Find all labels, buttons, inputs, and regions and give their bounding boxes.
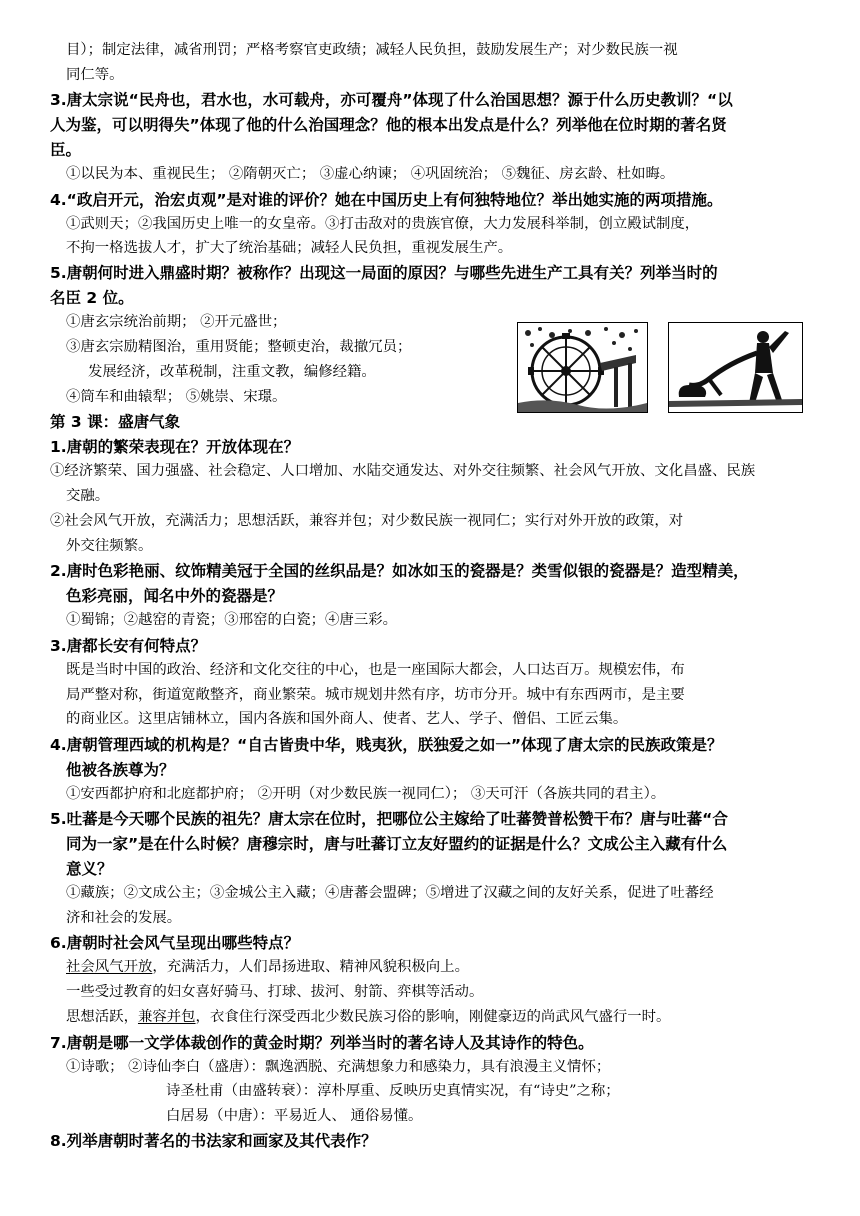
answer-line [66,339,411,356]
text-segment: 第 3 课：盛唐气象 [50,413,181,431]
answer-line [66,42,678,59]
underlined-term: 社会风气开放 [66,959,153,975]
question-line [50,934,299,953]
answer-line [66,240,512,257]
text-segment: 不拘一格选拔人才，扩大了统治基础；减轻人民负担，重视发展生产。 [66,240,513,256]
answer-line [66,984,483,1001]
answer-line [66,1059,610,1076]
text-segment: ②社会风气开放，充满活力；思想活跃，兼容并包；对少数民族一视同仁；实行对外开放的政策，对 [50,513,684,529]
answer-line [66,786,665,803]
text-segment: ④筒车和曲辕犁； ⑤姚崇、宋璟。 [66,389,287,405]
answer-line [166,1083,620,1100]
answer-line [66,711,627,728]
answer-line [66,959,469,976]
answer-line [66,687,685,704]
answer-line [50,463,755,480]
text-segment: 名臣 2 位。 [50,289,134,307]
text-segment: 诗圣杜甫（由盛转衰）：淳朴厚重、反映历史真情实况，有“诗史”之称； [166,1083,620,1099]
answer-line [66,67,124,84]
question-line [50,1132,377,1151]
question-line [50,562,749,581]
answer-line [66,166,674,183]
answer-line [66,910,181,927]
question-line [50,141,81,160]
text-segment: 交融。 [66,488,110,504]
text-segment: 发展经济，改革税制，注重文教，编修经籍。 [88,364,376,380]
text-segment: 外交往频繁。 [66,538,153,554]
waterwheel-illustration [517,322,648,413]
question-line [50,191,723,210]
answer-line [66,1009,670,1026]
text-segment: ，衣食住行深受西北少数民族习俗的影响，刚健豪迈的尚武风气盛行一时。 [195,1009,671,1025]
text-segment: ①诗歌； ②诗仙李白（盛唐）：飘逸洒脱、充满想象力和感染力，具有浪漫主义情怀； [66,1059,611,1075]
question-line [50,810,728,829]
question-line [50,91,733,110]
text-segment: 他被各族尊为？ [66,761,175,779]
question-line [50,289,134,308]
text-segment: 同为一家”是在什么时候？唐穆宗时，唐与吐蕃订立友好盟约的证据是什么？文成公主入藏有什么 [66,835,728,853]
question-line [50,116,727,135]
answer-line [66,389,286,406]
text-segment: ①以民为本、重视民生； ②隋朝灭亡； ③虚心纳谏； ④巩固统治； ⑤魏征、房玄龄、杜如晦。 [66,166,675,182]
answer-line [66,885,714,902]
text-segment: 7.唐朝是哪一文学体裁创作的黄金时期？列举当时的著名诗人及其诗作的特色。 [50,1034,594,1052]
curved-plough-illustration [668,322,803,413]
text-segment: ①经济繁荣、国力强盛、社会稳定、人口增加、水陆交通发达、对外交往频繁、社会风气开放、文化昌盛、民族 [50,463,756,479]
question-line [66,587,283,606]
answer-line [66,662,685,679]
text-segment: ①安西都护府和北庭都护府； ②开明（对少数民族一视同仁）； ③天可汗（各族共同的君主）。 [66,786,666,802]
answer-line [88,364,376,381]
text-segment: 同仁等。 [66,67,124,83]
text-segment: ①武则天；②我国历史上唯一的女皇帝。③打击敌对的贵族官僚，大力发展科举制，创立殿试制度， [66,216,700,232]
text-segment: 1.唐朝的繁荣表现在？开放体现在？ [50,438,300,456]
answer-line [66,612,397,629]
text-segment: ①蜀锦；②越窑的青瓷；③邢窑的白瓷；④唐三彩。 [66,612,397,628]
answer-line [166,1108,422,1125]
text-segment: 3.唐都长安有何特点？ [50,637,207,655]
text-segment: 5.唐朝何时进入鼎盛时期？被称作？出现这一局面的原因？与哪些先进生产工具有关？列举当时的 [50,264,718,282]
question-line [50,637,206,656]
answer-line [66,488,109,505]
text-segment: ①藏族；②文成公主；③金城公主入藏；④唐蕃会盟碑；⑤增进了汉藏之间的友好关系，促进了吐蕃经 [66,885,714,901]
answer-line [66,538,152,555]
underlined-term: 兼容并包 [137,1009,196,1025]
question-line [50,1034,594,1053]
text-segment: 3.唐太宗说“民舟也，君水也，水可载舟，亦可覆舟”体现了什么治国思想？源于什么历史教训？“以 [50,91,733,109]
answer-line [66,216,699,233]
answer-line [66,314,286,331]
text-segment: 4.“政启开元，治宏贞观”是对谁的评价？她在中国历史上有何独特地位？举出她实施的两项措施。 [50,191,723,209]
text-segment: 的商业区。这里店铺林立，国内各族和国外商人、使者、艺人、学子、僧侣、工匠云集。 [66,711,628,727]
question-line [50,438,299,457]
question-line [50,736,723,755]
text-segment: 8.列举唐朝时著名的书法家和画家及其代表作？ [50,1132,377,1150]
text-segment: 济和社会的发展。 [66,910,182,926]
question-line [66,860,113,879]
question-line [50,264,718,283]
text-segment: 白居易（中唐）：平易近人、 通俗易懂。 [166,1108,423,1124]
text-segment: ，充满活力，人们昂扬进取、精神风貌积极向上。 [152,959,469,975]
text-segment: 既是当时中国的政治、经济和文化交往的中心，也是一座国际大都会，人口达百万。规模宏伟，布 [66,662,685,678]
text-segment: 意义？ [66,860,113,878]
text-segment: ③唐玄宗励精图治，重用贤能；整顿吏治，裁撤冗员； [66,339,412,355]
text-segment: 6.唐朝时社会风气呈现出哪些特点？ [50,934,300,952]
text-segment: 色彩亮丽，闻名中外的瓷器是？ [66,587,284,605]
question-line [66,761,175,780]
text-segment: 4.唐朝管理西域的机构是？“自古皆贵中华，贱夷狄，朕独爱之如一”体现了唐太宗的民族政策是？ [50,736,723,754]
text-segment: 局严整对称，街道宽敞整齐，商业繁荣。城市规划井然有序，坊市分开。城中有东西两市，是主要 [66,687,685,703]
text-segment: 5.吐蕃是今天哪个民族的祖先？唐太宗在位时，把哪位公主嫁给了吐蕃赞普松赞干布？唐与吐蕃“合 [50,810,728,828]
text-segment: 臣。 [50,141,82,159]
question-line [66,835,727,854]
section-heading [50,413,180,432]
text-segment: 目）；制定法律，减省刑罚；严格考察官吏政绩；减轻人民负担，鼓励发展生产；对少数民族一视 [66,42,678,58]
text-segment: 一些受过教育的妇女喜好骑马、打球、拔河、射箭、弈棋等活动。 [66,984,484,1000]
answer-line [50,513,683,530]
text-segment: 人为鉴，可以明得失”体现了他的什么治国理念？他的根本出发点是什么？列举他在位时期的著名贤 [50,116,727,134]
text-segment: ①唐玄宗统治前期； ②开元盛世； [66,314,287,330]
text-segment: 2.唐时色彩艳丽、纹饰精美冠于全国的丝织品是？如冰如玉的瓷器是？类雪似银的瓷器是？造型精美， [50,562,749,580]
text-segment: 思想活跃， [66,1009,138,1025]
